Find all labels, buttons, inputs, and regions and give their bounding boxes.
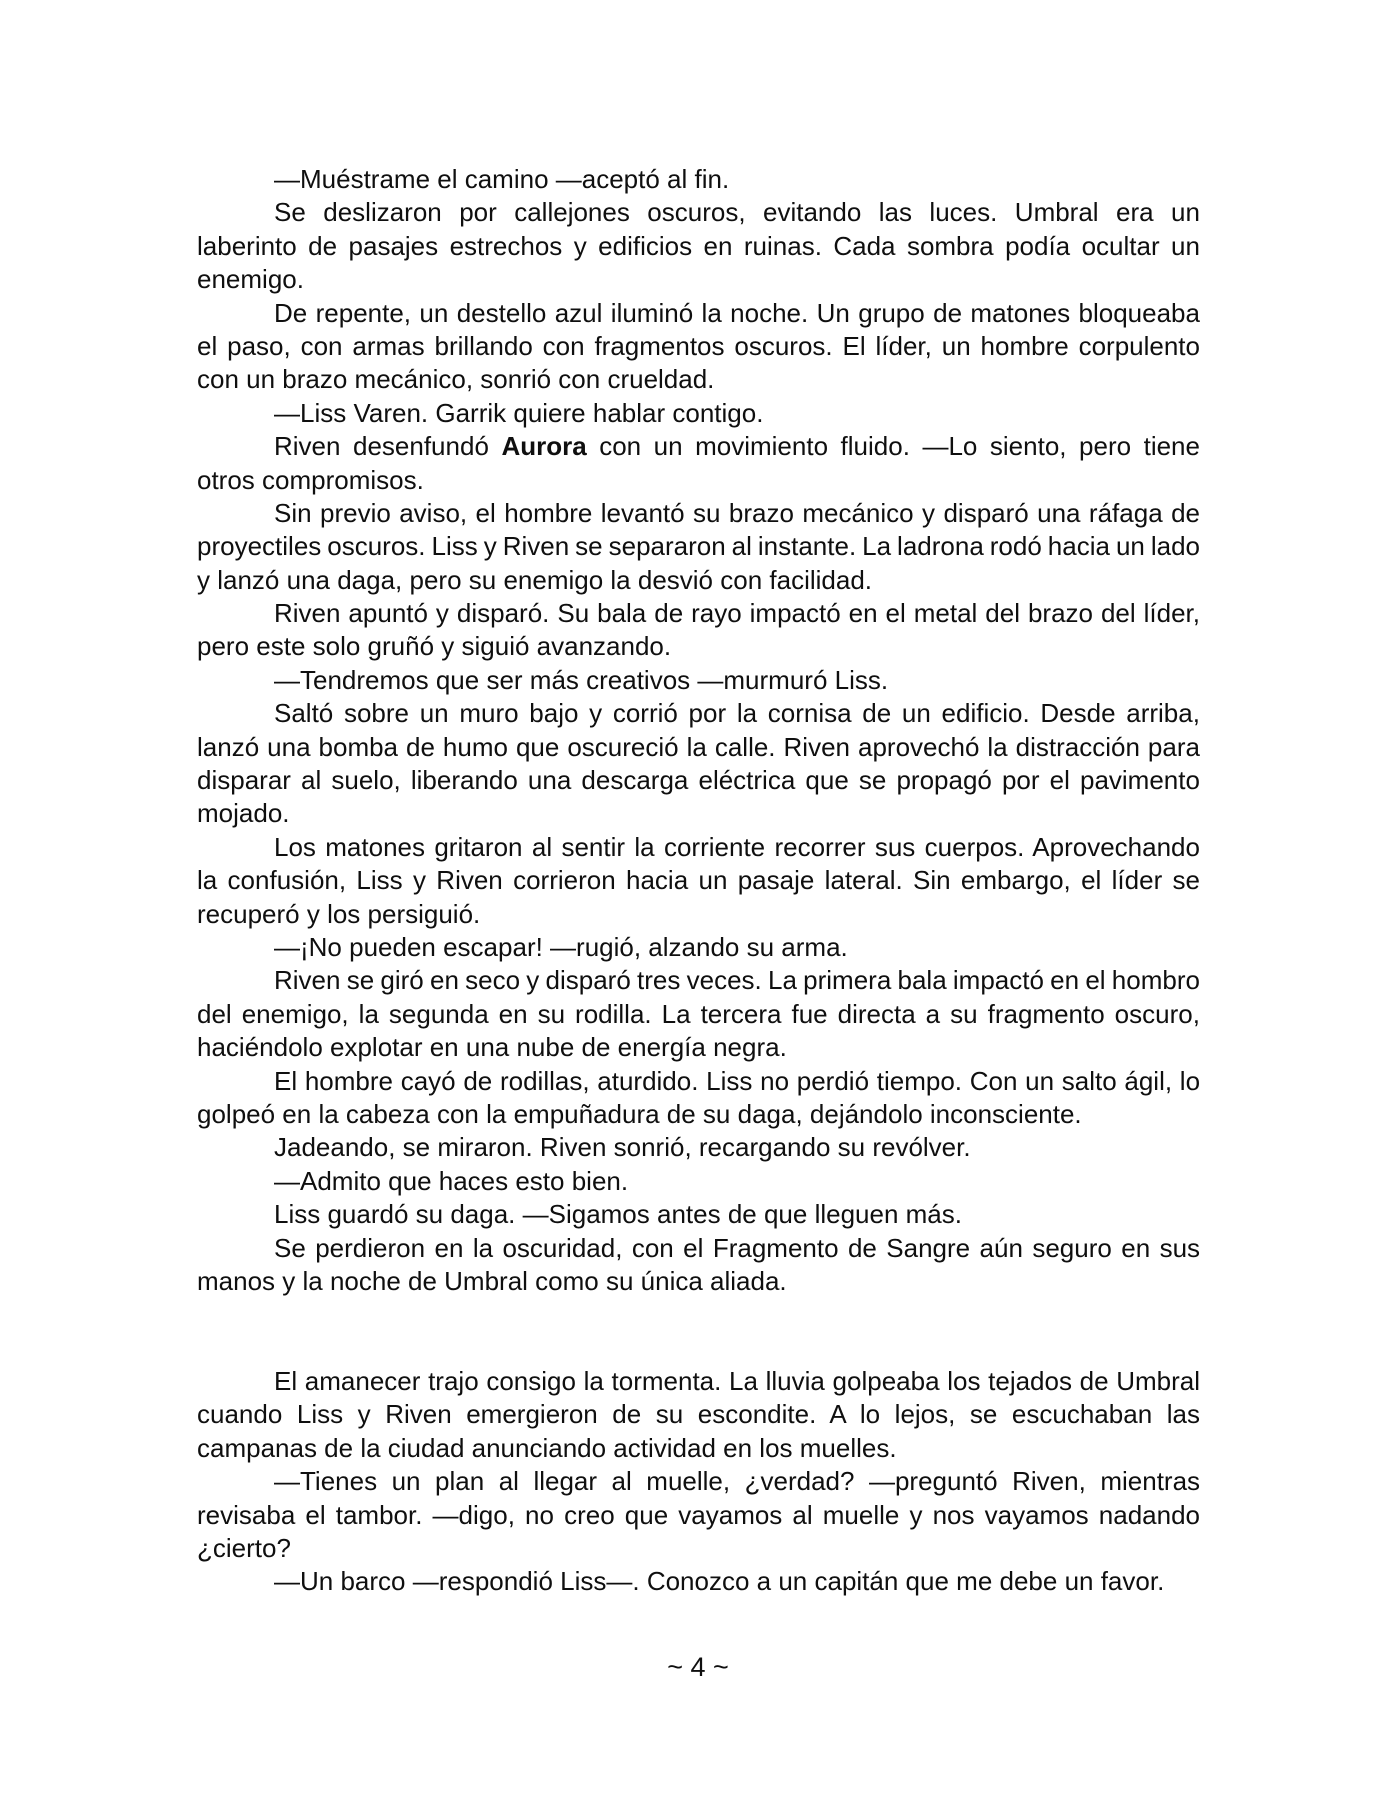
paragraph — [197, 1198, 1200, 1231]
paragraph — [197, 1565, 1200, 1598]
text-line: —Admito que haces esto bien. — [274, 1165, 629, 1196]
text-line: Saltó sobre un muro bajo y corrió por la cornisa de un edificio. Desde arriba, — [274, 698, 1200, 729]
paragraph — [197, 1165, 1200, 1198]
paragraph — [197, 597, 1200, 664]
text-line: —¡No pueden escapar! —rugió, alzando su arma. — [274, 931, 848, 962]
paragraph — [197, 1065, 1200, 1132]
paragraph — [197, 163, 1200, 196]
paragraph — [197, 1365, 1200, 1465]
paragraph — [197, 1131, 1200, 1164]
text-line: otros compromisos. — [197, 464, 424, 495]
text-line: recuperó y los persiguió. — [197, 898, 481, 929]
text-line: El hombre cayó de rodillas, aturdido. Liss no perdió tiempo. Con un salto ágil, lo — [274, 1065, 1201, 1096]
text-line: —Tienes un plan al llegar al muelle, ¿verdad? —preguntó Riven, mientras — [274, 1466, 1201, 1497]
text-line: Riven se giró en seco y disparó tres veces. La primera bala impactó en el hombro — [274, 965, 1200, 996]
text-line: manos y la noche de Umbral como su única aliada. — [197, 1265, 787, 1296]
text-line: Riven apuntó y disparó. Su bala de rayo impactó en el metal del brazo del líder, — [274, 598, 1200, 629]
text-line: ¿cierto? — [197, 1533, 291, 1564]
paragraph — [197, 1465, 1200, 1565]
text-line: —Muéstrame el camino —aceptó al fin. — [274, 164, 730, 194]
page-number: ~ 4 ~ — [667, 1652, 729, 1682]
paragraph — [197, 1232, 1200, 1299]
paragraph — [197, 664, 1200, 697]
text-line: pero este solo gruñó y siguió avanzando. — [197, 631, 672, 662]
text-line: revisaba el tambor. —digo, no creo que vayamos al muelle y nos vayamos nadando — [197, 1499, 1200, 1530]
text-line: campanas de la ciudad anunciando actividad en los muelles. — [197, 1432, 897, 1463]
text-line: Se perdieron en la oscuridad, con el Fragmento de Sangre aún seguro en sus — [274, 1232, 1201, 1263]
text-line: haciéndolo explotar en una nube de energía negra. — [197, 1032, 787, 1063]
paragraph — [197, 697, 1200, 831]
story-text — [197, 163, 1200, 1599]
text-line: —Tendremos que ser más creativos —murmuró Liss. — [274, 664, 889, 695]
text-line: cuando Liss y Riven emergieron de su escondite. A lo lejos, se escuchaban las — [197, 1399, 1200, 1430]
paragraph — [197, 831, 1200, 931]
text-line: golpeó en la cabeza con la empuñadura de su daga, dejándolo inconsciente. — [197, 1098, 1082, 1129]
text-line: —Liss Varen. Garrik quiere hablar contigo. — [274, 397, 764, 428]
text-line: el paso, con armas brillando con fragmentos oscuros. El líder, un hombre corpulento — [197, 330, 1200, 361]
text-line: la confusión, Liss y Riven corrieron hacia un pasaje lateral. Sin embargo, el líder se — [197, 865, 1201, 896]
text-line: Se deslizaron por callejones oscuros, evitando las luces. Umbral era un — [274, 197, 1200, 228]
text-line: Liss guardó su daga. —Sigamos antes de que lleguen más. — [274, 1199, 962, 1230]
paragraph — [197, 397, 1200, 430]
paragraph — [197, 497, 1200, 597]
text-line: De repente, un destello azul iluminó la noche. Un grupo de matones bloqueaba — [274, 297, 1200, 328]
paragraph — [197, 430, 1200, 497]
text-line: lanzó una bomba de humo que oscureció la calle. Riven aprovechó la distracción para — [197, 731, 1200, 762]
paragraph — [197, 196, 1200, 296]
scene-break — [197, 1298, 1200, 1365]
text-line: con un brazo mecánico, sonrió con crueldad. — [197, 364, 715, 395]
emphasized-word: Aurora — [501, 431, 587, 462]
text-line: —Un barco —respondió Liss—. Conozco a un capitán que me debe un favor. — [274, 1566, 1165, 1597]
text-line: Riven desenfundó Aurora con un movimiento fluido. —Lo siento, pero tiene — [274, 431, 1200, 462]
paragraph — [197, 297, 1200, 397]
text-line: y lanzó una daga, pero su enemigo la desvió con facilidad. — [197, 564, 872, 595]
paragraph — [197, 931, 1200, 964]
text-line: El amanecer trajo consigo la tormenta. La lluvia golpeaba los tejados de Umbral — [274, 1366, 1201, 1397]
text-line: laberinto de pasajes estrechos y edificios en ruinas. Cada sombra podía ocultar un — [197, 230, 1200, 261]
paragraph — [197, 964, 1200, 1064]
text-line: enemigo. — [197, 264, 304, 295]
text-line: Los matones gritaron al sentir la corriente recorrer sus cuerpos. Aprovechando — [274, 831, 1200, 862]
text-line: Sin previo aviso, el hombre levantó su brazo mecánico y disparó una ráfaga de — [274, 497, 1200, 528]
text-line: del enemigo, la segunda en su rodilla. La tercera fue directa a su fragmento oscuro, — [197, 998, 1200, 1029]
text-line: proyectiles oscuros. Liss y Riven se separaron al instante. La ladrona rodó hacia un lado — [197, 531, 1201, 562]
text-line: disparar al suelo, liberando una descarga eléctrica que se propagó por el pavimento — [197, 765, 1200, 796]
text-line: Jadeando, se miraron. Riven sonrió, recargando su revólver. — [274, 1132, 971, 1163]
text-line: mojado. — [197, 798, 290, 829]
